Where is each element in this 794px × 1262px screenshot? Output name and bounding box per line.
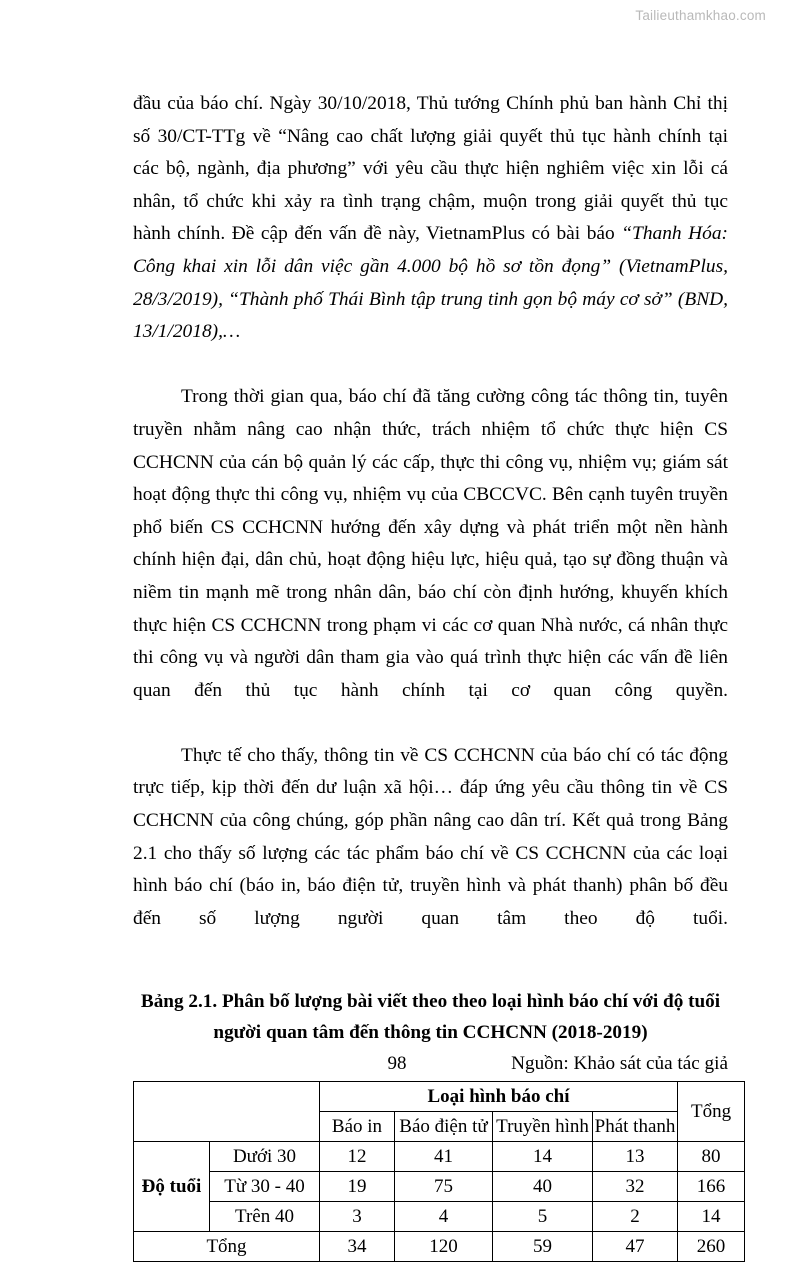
table-cell: 40 xyxy=(493,1172,593,1202)
table-cell: 4 xyxy=(395,1202,493,1232)
document-body xyxy=(133,88,732,1262)
table-grand-total: 260 xyxy=(678,1232,745,1262)
table-header-media-0: Báo in xyxy=(320,1112,395,1142)
table-header-media-1: Báo điện tử xyxy=(395,1112,493,1142)
table-row-label: Dưới 30 xyxy=(210,1142,320,1172)
table-footer-cell: 34 xyxy=(320,1232,395,1262)
text-run: Thực tế cho thấy, thông tin về CS CCHCNN của báo chí có tác động trực tiếp, kịp thời đến dư luận xã hội… đáp ứng yêu cầu thông tin về CS CCHCNN của công chúng, góp phần nâng cao dân trí. Kết quả trong Bảng 2.1 cho thấy số lượng các tác phẩm báo chí về CS CCHCNN của các loại hình báo chí (báo in, báo điện tử, truyền hình và phát thanh) phân bố đều đến số lượng người quan tâm theo độ tuổi. xyxy=(133,744,728,929)
table-footer-cell: 120 xyxy=(395,1232,493,1262)
table-caption-line-2: người quan tâm đến thông tin CCHCNN (2018-2019) xyxy=(213,1022,648,1044)
table-header-media-3: Phát thanh xyxy=(593,1112,678,1142)
table-footer-cell: 47 xyxy=(593,1232,678,1262)
table-footer-row xyxy=(134,1232,745,1262)
table-row-label: Trên 40 xyxy=(210,1202,320,1232)
italic-run: “Thanh Hóa: Công khai xin lỗi dân việc gần 4.000 bộ hồ sơ tồn đọng” (VietnamPlus, 28/3/2019), “Thành phố Thái Bình tập trung tinh gọn bộ máy cơ sở” (BND, 13/1/2018),… xyxy=(133,223,728,343)
table-row xyxy=(134,1142,745,1172)
distribution-table xyxy=(133,1081,745,1262)
table-footer-label: Tổng xyxy=(134,1232,320,1262)
table-footer-cell: 59 xyxy=(493,1232,593,1262)
table-row-label: Từ 30 - 40 xyxy=(210,1172,320,1202)
table-row-total: 80 xyxy=(678,1142,745,1172)
table-caption-line-1: Bảng 2.1. Phân bố lượng bài viết theo theo loại hình báo chí với độ tuổi xyxy=(140,991,721,1013)
table-cell: 12 xyxy=(320,1142,395,1172)
table-corner-cell xyxy=(134,1082,320,1142)
table-cell: 19 xyxy=(320,1172,395,1202)
table-cell: 2 xyxy=(593,1202,678,1232)
table-cell: 3 xyxy=(320,1202,395,1232)
table-cell: 32 xyxy=(593,1172,678,1202)
table-row xyxy=(134,1202,745,1232)
table-cell: 5 xyxy=(493,1202,593,1232)
table-cell: 75 xyxy=(395,1172,493,1202)
site-watermark: Tailieuthamkhao.com xyxy=(635,8,766,23)
table-row-total: 166 xyxy=(678,1172,745,1202)
table-source-note: Nguồn: Khảo sát của tác giả xyxy=(511,1053,728,1075)
table-cell: 14 xyxy=(493,1142,593,1172)
table-header-row-1 xyxy=(134,1082,745,1112)
text-run: đầu của báo chí. Ngày 30/10/2018, Thủ tướng Chính phủ ban hành Chỉ thị số 30/CT-TTg về “Nâng cao chất lượng giải quyết thủ tục hành chính tại các bộ, ngành, địa phương” với yêu cầu thực hiện nghiêm việc xin lỗi cá nhân, tổ chức khi xảy ra tình trạng chậm, muộn trong giải quyết thủ tục hành chính. Đề cập đến vấn đề này, VietnamPlus có bài báo xyxy=(133,93,728,245)
body-paragraph-2 xyxy=(133,381,728,740)
table-row xyxy=(134,1172,745,1202)
table-row-total: 14 xyxy=(678,1202,745,1232)
table-header-media-2: Truyền hình xyxy=(493,1112,593,1142)
page-number: 98 xyxy=(387,1053,407,1074)
body-paragraph-3 xyxy=(133,740,728,968)
table-header-total: Tổng xyxy=(678,1082,745,1142)
body-paragraph-1 xyxy=(133,88,728,381)
table-cell: 41 xyxy=(395,1142,493,1172)
table-group-header-media: Loại hình báo chí xyxy=(320,1082,678,1112)
table-rowgroup-label-age: Độ tuổi xyxy=(134,1142,210,1232)
table-cell: 13 xyxy=(593,1142,678,1172)
text-run: Trong thời gian qua, báo chí đã tăng cường công tác thông tin, tuyên truyền nhằm nâng cao nhận thức, trách nhiệm tổ chức thực hiện CS CCHCNN của cán bộ quản lý các cấp, thực thi công vụ, nhiệm vụ; giám sát hoạt động thực thi công vụ, nhiệm vụ của CBCCVC. Bên cạnh tuyên truyền phổ biến CS CCHCNN hướng đến xây dựng và phát triển một nền hành chính hiện đại, dân chủ, hoạt động hiệu lực, hiệu quả, tạo sự đồng thuận và niềm tin mạnh mẽ trong nhân dân, báo chí còn định hướng, khuyến khích thực hiện CS CCHCNN trong phạm vi các cơ quan Nhà nước, cá nhân thực thi công vụ và người dân tham gia vào quá trình thực hiện các vấn đề liên quan đến thủ tục hành chính tại cơ quan công quyền. xyxy=(133,386,728,701)
table-caption xyxy=(133,986,728,1048)
